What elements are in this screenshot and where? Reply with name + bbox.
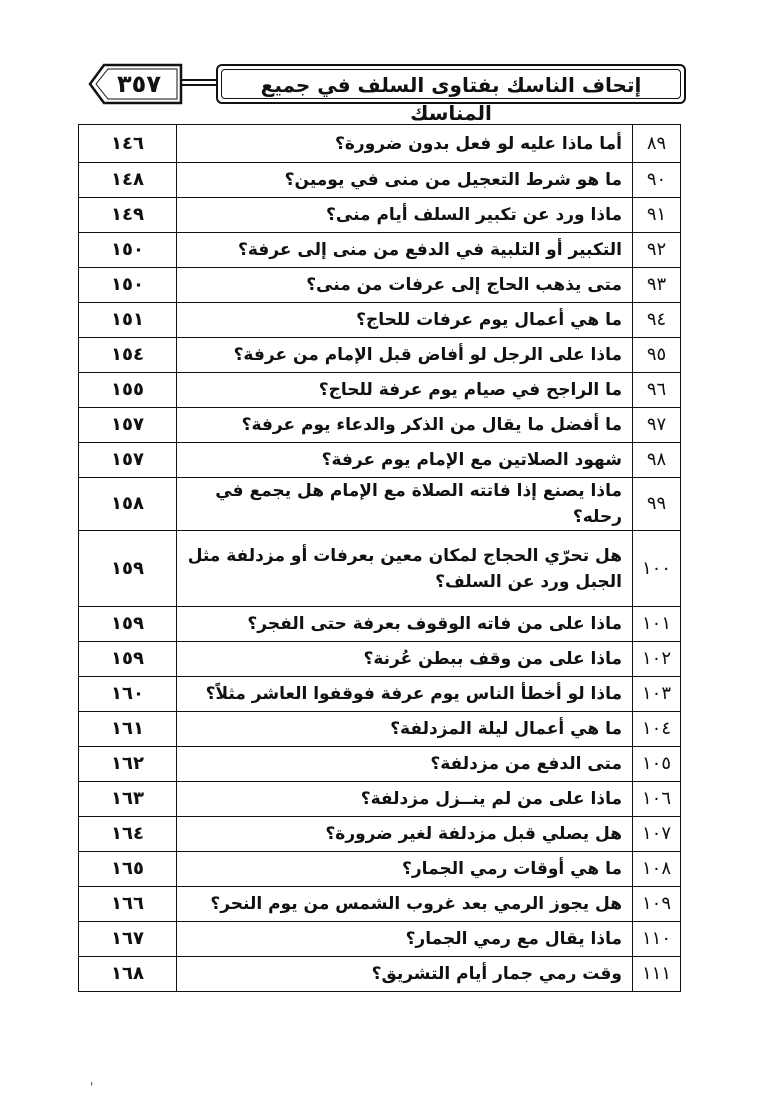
table-row: [79, 677, 681, 712]
entry-page-number: ١٥٧: [79, 408, 177, 443]
footer-mark: ': [90, 1080, 94, 1094]
entry-question: ماذا يصنع إذا فاتته الصلاة مع الإمام هل يجمع في رحله؟: [177, 478, 633, 531]
entry-page-number: ١٦٢: [79, 747, 177, 782]
entry-question: متى الدفع من مزدلفة؟: [177, 747, 633, 782]
entry-number: ١٠٣: [633, 677, 681, 712]
entry-question: ماذا على الرجل لو أفاض قبل الإمام من عرفة؟: [177, 338, 633, 373]
table-row: [79, 747, 681, 782]
entry-number: ٩٢: [633, 233, 681, 268]
entry-question: هل يصلي قبل مزدلفة لغير ضرورة؟: [177, 817, 633, 852]
entry-question: ما الراجح في صيام يوم عرفة للحاج؟: [177, 373, 633, 408]
table-row: [79, 712, 681, 747]
entry-page-number: ١٦٠: [79, 677, 177, 712]
header-connector-line: [180, 79, 216, 86]
table-row: [79, 443, 681, 478]
book-title-frame: [216, 64, 686, 125]
entry-question: ما أفضل ما يقال من الذكر والدعاء يوم عرفة؟: [177, 408, 633, 443]
table-row: [79, 957, 681, 992]
entry-question: ما هو شرط التعجيل من منى في يومين؟: [177, 163, 633, 198]
entry-page-number: ١٦٤: [79, 817, 177, 852]
entry-page-number: ١٥٩: [79, 531, 177, 607]
entry-page-number: ١٤٦: [79, 125, 177, 163]
entry-number: ١٠٧: [633, 817, 681, 852]
entry-number: ٩٣: [633, 268, 681, 303]
table-row: [79, 373, 681, 408]
entry-number: ٩٨: [633, 443, 681, 478]
entry-number: ٩٥: [633, 338, 681, 373]
table-row: [79, 408, 681, 443]
table-row: [79, 817, 681, 852]
entry-number: ١٠٨: [633, 852, 681, 887]
entry-question: ماذا ورد عن تكبير السلف أيام منى؟: [177, 198, 633, 233]
entry-question: هل تحرّي الحجاج لمكان معين بعرفات أو مزدلفة مثل الجبل ورد عن السلف؟: [177, 531, 633, 607]
table-row: [79, 198, 681, 233]
entry-number: ٩٦: [633, 373, 681, 408]
entry-page-number: ١٤٨: [79, 163, 177, 198]
entry-question: وقت رمي جمار أيام التشريق؟: [177, 957, 633, 992]
table-row: [79, 125, 681, 163]
entry-page-number: ١٥١: [79, 303, 177, 338]
entry-page-number: ١٥٩: [79, 642, 177, 677]
entry-page-number: ١٥٠: [79, 268, 177, 303]
entry-page-number: ١٥٤: [79, 338, 177, 373]
entry-number: ١١٠: [633, 922, 681, 957]
entry-question: ما هي أعمال ليلة المزدلفة؟: [177, 712, 633, 747]
entry-page-number: ١٦٣: [79, 782, 177, 817]
entry-question: متى يذهب الحاج إلى عرفات من منى؟: [177, 268, 633, 303]
entry-question: ماذا يقال مع رمي الجمار؟: [177, 922, 633, 957]
table-row: [79, 233, 681, 268]
entry-number: ١٠٤: [633, 712, 681, 747]
page-header: [88, 60, 688, 125]
entry-number: ٨٩: [633, 125, 681, 163]
entry-page-number: ١٦١: [79, 712, 177, 747]
entry-page-number: ١٥٩: [79, 607, 177, 642]
table-row: [79, 642, 681, 677]
entry-number: ١٠٢: [633, 642, 681, 677]
entry-page-number: ١٤٩: [79, 198, 177, 233]
table-row: [79, 922, 681, 957]
table-row: [79, 303, 681, 338]
page-number-badge: [88, 62, 184, 106]
entry-number: ١٠٠: [633, 531, 681, 607]
entry-question: هل يجوز الرمي بعد غروب الشمس من يوم النحر؟: [177, 887, 633, 922]
entry-number: ١٠٥: [633, 747, 681, 782]
entry-question: ما هي أوقات رمي الجمار؟: [177, 852, 633, 887]
entry-question: ماذا على من وقف ببطن عُرنة؟: [177, 642, 633, 677]
entry-page-number: ١٦٧: [79, 922, 177, 957]
table-row: [79, 338, 681, 373]
table-row: [79, 163, 681, 198]
entry-question: ماذا على من لم ينــزل مزدلفة؟: [177, 782, 633, 817]
entry-number: ٩٤: [633, 303, 681, 338]
book-title: إتحاف الناسك بفتاوى السلف في جميع المناسك: [260, 73, 642, 125]
table-row: [79, 782, 681, 817]
entry-number: ٩٧: [633, 408, 681, 443]
entry-question: أما ماذا عليه لو فعل بدون ضرورة؟: [177, 125, 633, 163]
entry-number: ٩١: [633, 198, 681, 233]
table-row: [79, 531, 681, 607]
entry-page-number: ١٦٨: [79, 957, 177, 992]
entry-page-number: ١٥٨: [79, 478, 177, 531]
entry-number: ١٠٩: [633, 887, 681, 922]
entry-question: ما هي أعمال يوم عرفات للحاج؟: [177, 303, 633, 338]
entry-question: ماذا لو أخطأ الناس يوم عرفة فوقفوا العاشر مثلاً؟: [177, 677, 633, 712]
entry-page-number: ١٥٧: [79, 443, 177, 478]
table-row: [79, 887, 681, 922]
table-row: [79, 852, 681, 887]
entry-question: شهود الصلاتين مع الإمام يوم عرفة؟: [177, 443, 633, 478]
entry-question: ماذا على من فاته الوقوف بعرفة حتى الفجر؟: [177, 607, 633, 642]
entry-number: ٩٩: [633, 478, 681, 531]
entry-page-number: ١٥٥: [79, 373, 177, 408]
table-row: [79, 478, 681, 531]
entry-number: ٩٠: [633, 163, 681, 198]
table-row: [79, 607, 681, 642]
entry-page-number: ١٥٠: [79, 233, 177, 268]
entry-page-number: ١٦٦: [79, 887, 177, 922]
page-number: ٣٥٧: [117, 70, 161, 98]
entry-number: ١٠١: [633, 607, 681, 642]
table-of-contents: [78, 124, 681, 992]
entry-number: ١٠٦: [633, 782, 681, 817]
entry-page-number: ١٦٥: [79, 852, 177, 887]
entry-question: التكبير أو التلبية في الدفع من منى إلى عرفة؟: [177, 233, 633, 268]
table-row: [79, 268, 681, 303]
entry-number: ١١١: [633, 957, 681, 992]
